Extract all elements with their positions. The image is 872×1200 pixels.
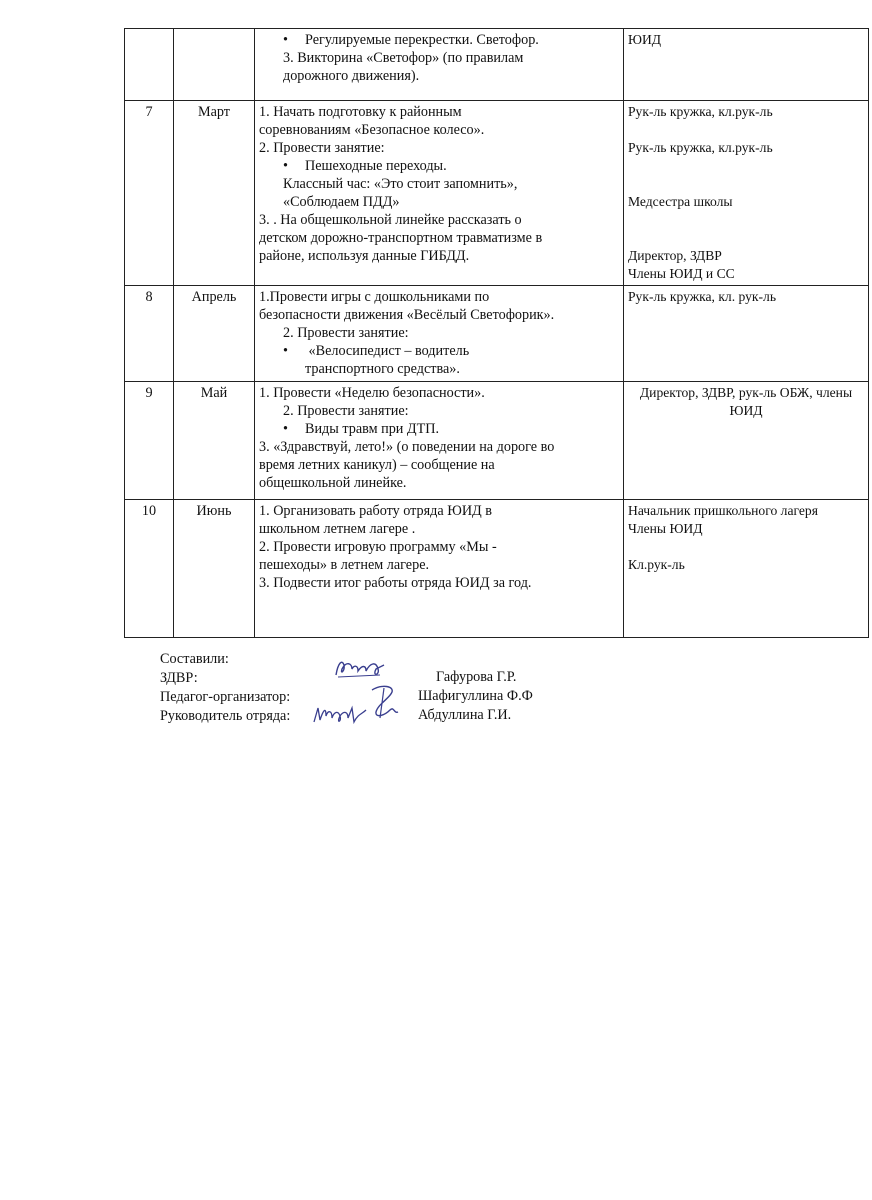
activity-line: 3. «Здравствуй, лето!» (о поведении на дороге во bbox=[259, 439, 555, 455]
activity-line: • «Велосипедист – водитель bbox=[259, 342, 619, 360]
role-pedagog: Педагог-организатор: bbox=[160, 689, 291, 705]
activity-line: детском дорожно-транспортном травматизме в bbox=[259, 230, 543, 246]
activity-line: 2. Провести игровую программу «Мы - bbox=[259, 539, 497, 555]
responsible-line: Рук-ль кружка, кл.рук-ль bbox=[628, 140, 773, 155]
row-activities bbox=[255, 382, 624, 500]
row-responsible bbox=[624, 382, 869, 500]
responsible-line bbox=[628, 229, 864, 247]
responsible-line bbox=[628, 538, 864, 556]
signature-names bbox=[418, 668, 533, 725]
activity-line: время летних каникул) – сообщение на bbox=[259, 457, 495, 473]
responsible-line: Рук-ль кружка, кл. рук-ль bbox=[628, 289, 777, 304]
responsible-line: ЮИД bbox=[628, 32, 662, 47]
responsible-line bbox=[628, 175, 864, 193]
activity-line: • Виды травм при ДТП. bbox=[259, 420, 619, 438]
activity-line: районе, используя данные ГИБДД. bbox=[259, 248, 470, 264]
activity-line: • Регулируемые перекрестки. Светофор. bbox=[259, 31, 619, 49]
handwritten-signature-2 bbox=[364, 682, 404, 722]
row-number: 7 bbox=[125, 101, 174, 286]
responsible-line bbox=[628, 211, 864, 229]
signatures-heading: Составили: bbox=[160, 651, 229, 667]
handwritten-signature-1 bbox=[332, 655, 388, 683]
activity-line: транспортного средства». bbox=[305, 361, 460, 377]
activity-line: 2. Провести занятие: bbox=[283, 403, 409, 419]
plan-row bbox=[125, 500, 869, 638]
row-month: Май bbox=[174, 382, 255, 500]
activity-line: 3. Подвести итог работы отряда ЮИД за год. bbox=[259, 575, 532, 591]
responsible-line: Директор, ЗДВР, рук-ль ОБЖ, члены ЮИД bbox=[639, 385, 853, 418]
activity-line: 1.Провести игры с дошкольниками по bbox=[259, 289, 490, 305]
activity-line: 1. Провести «Неделю безопасности». bbox=[259, 385, 485, 401]
activity-line: 3. . На общешкольной линейке рассказать о bbox=[259, 212, 522, 228]
plan-row bbox=[125, 286, 869, 382]
role-leader: Руководитель отряда: bbox=[160, 708, 291, 724]
responsible-line: Члены ЮИД и СС bbox=[628, 266, 735, 281]
row-responsible bbox=[624, 500, 869, 638]
activity-line: • Пешеходные переходы. bbox=[259, 157, 619, 175]
activity-line: дорожного движения). bbox=[283, 68, 420, 84]
responsible-line: Директор, ЗДВР bbox=[628, 248, 722, 263]
activity-line: школьном летнем лагере . bbox=[259, 521, 416, 537]
responsible-line bbox=[628, 157, 864, 175]
activity-line: безопасности движения «Весёлый Светофорик». bbox=[259, 307, 555, 323]
activity-line: 3. Викторина «Светофор» (по правилам bbox=[283, 50, 524, 66]
row-responsible bbox=[624, 29, 869, 101]
row-number: 8 bbox=[125, 286, 174, 382]
activity-line: 2. Провести занятие: bbox=[259, 140, 385, 156]
plan-table bbox=[124, 28, 869, 638]
activity-line: Классный час: «Это стоит запомнить», bbox=[283, 176, 518, 192]
activity-line: соревнованиям «Безопасное колесо». bbox=[259, 122, 485, 138]
row-month bbox=[174, 29, 255, 101]
plan-row bbox=[125, 382, 869, 500]
responsible-line: Рук-ль кружка, кл.рук-ль bbox=[628, 104, 773, 119]
signature-block bbox=[160, 650, 290, 726]
name-shafigullina: Шафигуллина Ф.Ф bbox=[418, 688, 533, 704]
row-number: 9 bbox=[125, 382, 174, 500]
activity-line: 2. Провести занятие: bbox=[283, 325, 409, 341]
activity-line: 1. Начать подготовку к районным bbox=[259, 104, 462, 120]
plan-row bbox=[125, 29, 869, 101]
row-activities bbox=[255, 29, 624, 101]
activity-line: 1. Организовать работу отряда ЮИД в bbox=[259, 503, 492, 519]
name-gafurova: Гафурова Г.Р. bbox=[436, 669, 517, 685]
row-number: 10 bbox=[125, 500, 174, 638]
row-responsible bbox=[624, 286, 869, 382]
responsible-line: Члены ЮИД bbox=[628, 521, 703, 536]
row-responsible bbox=[624, 101, 869, 286]
responsible-line: Медсестра школы bbox=[628, 194, 733, 209]
plan-row bbox=[125, 101, 869, 286]
responsible-line bbox=[628, 121, 864, 139]
row-activities bbox=[255, 500, 624, 638]
activity-line: «Соблюдаем ПДД» bbox=[283, 194, 400, 210]
responsible-line: Кл.рук-ль bbox=[628, 557, 685, 572]
row-month: Апрель bbox=[174, 286, 255, 382]
handwritten-signature-3 bbox=[310, 702, 370, 728]
activity-line: пешеходы» в летнем лагере. bbox=[259, 557, 430, 573]
role-zdvr: ЗДВР: bbox=[160, 670, 198, 686]
row-month: Март bbox=[174, 101, 255, 286]
activity-line: общешкольной линейке. bbox=[259, 475, 407, 491]
row-activities bbox=[255, 286, 624, 382]
row-month: Июнь bbox=[174, 500, 255, 638]
responsible-line: Начальник пришкольного лагеря bbox=[628, 503, 818, 518]
row-number bbox=[125, 29, 174, 101]
row-activities bbox=[255, 101, 624, 286]
name-abdullina: Абдуллина Г.И. bbox=[418, 707, 512, 723]
